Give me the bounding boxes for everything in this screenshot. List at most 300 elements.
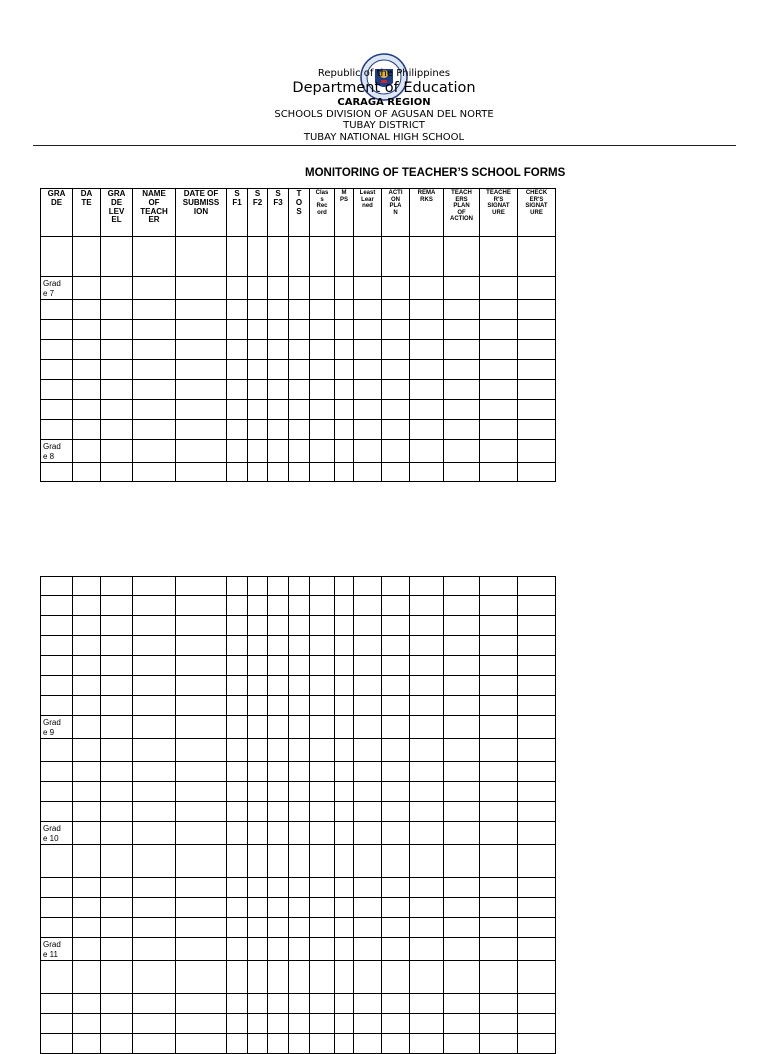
form-cell[interactable]	[518, 300, 556, 320]
form-cell[interactable]	[268, 400, 289, 420]
form-cell[interactable]	[410, 277, 444, 300]
form-cell[interactable]	[133, 577, 176, 596]
form-cell[interactable]	[101, 878, 133, 898]
form-cell[interactable]	[444, 676, 480, 696]
form-cell[interactable]	[268, 463, 289, 482]
form-cell[interactable]	[248, 380, 268, 400]
form-cell[interactable]	[101, 380, 133, 400]
form-cell[interactable]	[268, 898, 289, 918]
form-cell[interactable]	[310, 320, 335, 340]
form-cell[interactable]	[518, 440, 556, 463]
form-cell[interactable]	[354, 320, 382, 340]
form-cell[interactable]	[518, 636, 556, 656]
form-cell[interactable]	[101, 676, 133, 696]
form-cell[interactable]	[133, 822, 176, 845]
form-cell[interactable]	[335, 463, 354, 482]
form-cell[interactable]	[354, 380, 382, 400]
form-cell[interactable]	[480, 845, 518, 878]
form-cell[interactable]	[289, 802, 310, 822]
form-cell[interactable]	[354, 782, 382, 802]
form-cell[interactable]	[227, 237, 248, 277]
form-cell[interactable]	[289, 463, 310, 482]
form-cell[interactable]	[480, 739, 518, 762]
form-cell[interactable]	[133, 802, 176, 822]
form-cell[interactable]	[335, 822, 354, 845]
form-cell[interactable]	[480, 277, 518, 300]
grade-cell[interactable]	[41, 360, 73, 380]
form-cell[interactable]	[101, 802, 133, 822]
form-cell[interactable]	[518, 696, 556, 716]
form-cell[interactable]	[73, 420, 101, 440]
form-cell[interactable]	[518, 360, 556, 380]
form-cell[interactable]	[73, 961, 101, 994]
form-cell[interactable]	[354, 636, 382, 656]
form-cell[interactable]	[382, 782, 410, 802]
form-cell[interactable]	[176, 463, 227, 482]
form-cell[interactable]	[227, 636, 248, 656]
form-cell[interactable]	[101, 994, 133, 1014]
form-cell[interactable]	[133, 440, 176, 463]
form-cell[interactable]	[310, 1034, 335, 1054]
form-cell[interactable]	[133, 878, 176, 898]
form-cell[interactable]	[335, 636, 354, 656]
grade-cell[interactable]	[41, 898, 73, 918]
form-cell[interactable]	[354, 802, 382, 822]
form-cell[interactable]	[133, 961, 176, 994]
form-cell[interactable]	[444, 616, 480, 636]
form-cell[interactable]	[289, 782, 310, 802]
form-cell[interactable]	[73, 1034, 101, 1054]
form-cell[interactable]	[176, 782, 227, 802]
form-cell[interactable]	[248, 802, 268, 822]
form-cell[interactable]	[268, 696, 289, 716]
form-cell[interactable]	[335, 656, 354, 676]
grade-cell[interactable]	[41, 696, 73, 716]
form-cell[interactable]	[444, 696, 480, 716]
form-cell[interactable]	[133, 237, 176, 277]
form-cell[interactable]	[248, 277, 268, 300]
form-cell[interactable]	[518, 739, 556, 762]
form-cell[interactable]	[310, 782, 335, 802]
form-cell[interactable]	[480, 822, 518, 845]
form-cell[interactable]	[227, 420, 248, 440]
grade-cell[interactable]	[41, 676, 73, 696]
form-cell[interactable]	[227, 676, 248, 696]
form-cell[interactable]	[444, 878, 480, 898]
form-cell[interactable]	[410, 380, 444, 400]
form-cell[interactable]	[382, 739, 410, 762]
form-cell[interactable]	[354, 898, 382, 918]
form-cell[interactable]	[310, 360, 335, 380]
form-cell[interactable]	[518, 676, 556, 696]
form-cell[interactable]	[248, 636, 268, 656]
form-cell[interactable]	[335, 762, 354, 782]
grade-cell[interactable]	[41, 656, 73, 676]
form-cell[interactable]	[101, 845, 133, 878]
form-cell[interactable]	[248, 739, 268, 762]
form-cell[interactable]	[444, 802, 480, 822]
form-cell[interactable]	[227, 802, 248, 822]
form-cell[interactable]	[382, 616, 410, 636]
form-cell[interactable]	[410, 636, 444, 656]
form-cell[interactable]	[410, 656, 444, 676]
form-cell[interactable]	[289, 739, 310, 762]
form-cell[interactable]	[335, 420, 354, 440]
form-cell[interactable]	[354, 938, 382, 961]
form-cell[interactable]	[382, 577, 410, 596]
form-cell[interactable]	[268, 577, 289, 596]
form-cell[interactable]	[480, 596, 518, 616]
form-cell[interactable]	[480, 918, 518, 938]
form-cell[interactable]	[176, 898, 227, 918]
form-cell[interactable]	[310, 463, 335, 482]
form-cell[interactable]	[354, 739, 382, 762]
form-cell[interactable]	[73, 596, 101, 616]
form-cell[interactable]	[248, 1034, 268, 1054]
form-cell[interactable]	[310, 277, 335, 300]
form-cell[interactable]	[310, 898, 335, 918]
form-cell[interactable]	[133, 782, 176, 802]
form-cell[interactable]	[410, 739, 444, 762]
form-cell[interactable]	[176, 802, 227, 822]
form-cell[interactable]	[289, 994, 310, 1014]
form-cell[interactable]	[354, 596, 382, 616]
form-cell[interactable]	[310, 762, 335, 782]
form-cell[interactable]	[480, 400, 518, 420]
form-cell[interactable]	[518, 961, 556, 994]
form-cell[interactable]	[518, 802, 556, 822]
form-cell[interactable]	[101, 782, 133, 802]
form-cell[interactable]	[410, 822, 444, 845]
form-cell[interactable]	[410, 994, 444, 1014]
form-cell[interactable]	[227, 961, 248, 994]
form-cell[interactable]	[410, 300, 444, 320]
form-cell[interactable]	[444, 400, 480, 420]
form-cell[interactable]	[101, 360, 133, 380]
form-cell[interactable]	[73, 340, 101, 360]
form-cell[interactable]	[480, 802, 518, 822]
form-cell[interactable]	[444, 463, 480, 482]
form-cell[interactable]	[101, 898, 133, 918]
form-cell[interactable]	[227, 616, 248, 636]
form-cell[interactable]	[518, 237, 556, 277]
form-cell[interactable]	[354, 463, 382, 482]
form-cell[interactable]	[410, 676, 444, 696]
form-cell[interactable]	[410, 696, 444, 716]
form-cell[interactable]	[382, 918, 410, 938]
form-cell[interactable]	[382, 1034, 410, 1054]
form-cell[interactable]	[73, 696, 101, 716]
form-cell[interactable]	[410, 463, 444, 482]
form-cell[interactable]	[480, 300, 518, 320]
form-cell[interactable]	[410, 898, 444, 918]
form-cell[interactable]	[227, 762, 248, 782]
form-cell[interactable]	[310, 716, 335, 739]
form-cell[interactable]	[176, 1034, 227, 1054]
form-cell[interactable]	[480, 961, 518, 994]
form-cell[interactable]	[227, 898, 248, 918]
form-cell[interactable]	[410, 237, 444, 277]
form-cell[interactable]	[354, 918, 382, 938]
form-cell[interactable]	[382, 961, 410, 994]
form-cell[interactable]	[444, 340, 480, 360]
form-cell[interactable]	[354, 696, 382, 716]
form-cell[interactable]	[133, 716, 176, 739]
form-cell[interactable]	[248, 420, 268, 440]
form-cell[interactable]	[227, 739, 248, 762]
form-cell[interactable]	[289, 360, 310, 380]
grade-cell[interactable]	[41, 739, 73, 762]
form-cell[interactable]	[73, 938, 101, 961]
form-cell[interactable]	[268, 762, 289, 782]
form-cell[interactable]	[133, 300, 176, 320]
form-cell[interactable]	[176, 340, 227, 360]
form-cell[interactable]	[268, 961, 289, 994]
form-cell[interactable]	[518, 782, 556, 802]
form-cell[interactable]	[382, 822, 410, 845]
form-cell[interactable]	[335, 616, 354, 636]
form-cell[interactable]	[480, 938, 518, 961]
form-cell[interactable]	[289, 716, 310, 739]
grade-cell[interactable]	[41, 577, 73, 596]
form-cell[interactable]	[518, 577, 556, 596]
form-cell[interactable]	[73, 400, 101, 420]
form-cell[interactable]	[354, 845, 382, 878]
form-cell[interactable]	[480, 420, 518, 440]
form-cell[interactable]	[382, 656, 410, 676]
form-cell[interactable]	[73, 300, 101, 320]
form-cell[interactable]	[133, 596, 176, 616]
form-cell[interactable]	[73, 237, 101, 277]
form-cell[interactable]	[101, 762, 133, 782]
form-cell[interactable]	[268, 845, 289, 878]
form-cell[interactable]	[518, 878, 556, 898]
form-cell[interactable]	[335, 277, 354, 300]
form-cell[interactable]	[268, 739, 289, 762]
form-cell[interactable]	[382, 676, 410, 696]
form-cell[interactable]	[268, 360, 289, 380]
form-cell[interactable]	[354, 577, 382, 596]
form-cell[interactable]	[227, 716, 248, 739]
form-cell[interactable]	[444, 277, 480, 300]
form-cell[interactable]	[133, 739, 176, 762]
form-cell[interactable]	[268, 237, 289, 277]
form-cell[interactable]	[227, 380, 248, 400]
form-cell[interactable]	[310, 616, 335, 636]
form-cell[interactable]	[289, 577, 310, 596]
form-cell[interactable]	[101, 822, 133, 845]
form-cell[interactable]	[444, 380, 480, 400]
form-cell[interactable]	[73, 636, 101, 656]
form-cell[interactable]	[335, 782, 354, 802]
form-cell[interactable]	[289, 440, 310, 463]
form-cell[interactable]	[382, 898, 410, 918]
grade-cell[interactable]	[41, 380, 73, 400]
form-cell[interactable]	[310, 300, 335, 320]
form-cell[interactable]	[248, 878, 268, 898]
form-cell[interactable]	[227, 300, 248, 320]
form-cell[interactable]	[268, 878, 289, 898]
form-cell[interactable]	[176, 616, 227, 636]
grade-cell[interactable]	[41, 440, 73, 463]
form-cell[interactable]	[248, 961, 268, 994]
form-cell[interactable]	[354, 300, 382, 320]
form-cell[interactable]	[248, 596, 268, 616]
form-cell[interactable]	[354, 656, 382, 676]
form-cell[interactable]	[73, 676, 101, 696]
form-cell[interactable]	[133, 380, 176, 400]
form-cell[interactable]	[101, 237, 133, 277]
form-cell[interactable]	[480, 676, 518, 696]
form-cell[interactable]	[227, 400, 248, 420]
form-cell[interactable]	[73, 898, 101, 918]
form-cell[interactable]	[480, 878, 518, 898]
form-cell[interactable]	[335, 878, 354, 898]
form-cell[interactable]	[480, 463, 518, 482]
form-cell[interactable]	[101, 636, 133, 656]
form-cell[interactable]	[354, 400, 382, 420]
form-cell[interactable]	[335, 961, 354, 994]
form-cell[interactable]	[248, 845, 268, 878]
form-cell[interactable]	[133, 400, 176, 420]
form-cell[interactable]	[518, 277, 556, 300]
form-cell[interactable]	[176, 360, 227, 380]
form-cell[interactable]	[133, 277, 176, 300]
form-cell[interactable]	[480, 716, 518, 739]
form-cell[interactable]	[444, 237, 480, 277]
form-cell[interactable]	[133, 918, 176, 938]
form-cell[interactable]	[227, 596, 248, 616]
form-cell[interactable]	[410, 1034, 444, 1054]
form-cell[interactable]	[444, 636, 480, 656]
form-cell[interactable]	[518, 716, 556, 739]
grade-cell[interactable]	[41, 762, 73, 782]
form-cell[interactable]	[382, 463, 410, 482]
form-cell[interactable]	[310, 938, 335, 961]
form-cell[interactable]	[101, 277, 133, 300]
form-cell[interactable]	[133, 320, 176, 340]
form-cell[interactable]	[335, 845, 354, 878]
form-cell[interactable]	[268, 277, 289, 300]
form-cell[interactable]	[335, 300, 354, 320]
form-cell[interactable]	[227, 320, 248, 340]
form-cell[interactable]	[310, 878, 335, 898]
form-cell[interactable]	[444, 739, 480, 762]
form-cell[interactable]	[101, 739, 133, 762]
form-cell[interactable]	[444, 440, 480, 463]
form-cell[interactable]	[101, 300, 133, 320]
grade-cell[interactable]	[41, 237, 73, 277]
form-cell[interactable]	[518, 420, 556, 440]
form-cell[interactable]	[133, 616, 176, 636]
form-cell[interactable]	[176, 822, 227, 845]
form-cell[interactable]	[444, 320, 480, 340]
form-cell[interactable]	[382, 400, 410, 420]
grade-cell[interactable]	[41, 961, 73, 994]
form-cell[interactable]	[289, 277, 310, 300]
form-cell[interactable]	[176, 277, 227, 300]
form-cell[interactable]	[310, 237, 335, 277]
form-cell[interactable]	[480, 994, 518, 1014]
form-cell[interactable]	[176, 400, 227, 420]
form-cell[interactable]	[176, 420, 227, 440]
form-cell[interactable]	[289, 656, 310, 676]
form-cell[interactable]	[176, 938, 227, 961]
form-cell[interactable]	[176, 918, 227, 938]
form-cell[interactable]	[268, 440, 289, 463]
form-cell[interactable]	[310, 994, 335, 1014]
form-cell[interactable]	[410, 320, 444, 340]
form-cell[interactable]	[518, 596, 556, 616]
grade-cell[interactable]	[41, 636, 73, 656]
form-cell[interactable]	[133, 762, 176, 782]
form-cell[interactable]	[176, 320, 227, 340]
form-cell[interactable]	[248, 237, 268, 277]
form-cell[interactable]	[518, 656, 556, 676]
form-cell[interactable]	[444, 300, 480, 320]
form-cell[interactable]	[289, 676, 310, 696]
form-cell[interactable]	[382, 420, 410, 440]
form-cell[interactable]	[354, 420, 382, 440]
grade-cell[interactable]	[41, 878, 73, 898]
form-cell[interactable]	[480, 656, 518, 676]
form-cell[interactable]	[518, 938, 556, 961]
form-cell[interactable]	[101, 696, 133, 716]
form-cell[interactable]	[248, 782, 268, 802]
form-cell[interactable]	[444, 762, 480, 782]
form-cell[interactable]	[310, 696, 335, 716]
form-cell[interactable]	[310, 918, 335, 938]
form-cell[interactable]	[248, 918, 268, 938]
form-cell[interactable]	[73, 360, 101, 380]
form-cell[interactable]	[101, 577, 133, 596]
grade-cell[interactable]	[41, 822, 73, 845]
form-cell[interactable]	[444, 961, 480, 994]
form-cell[interactable]	[268, 596, 289, 616]
form-cell[interactable]	[176, 739, 227, 762]
grade-cell[interactable]	[41, 938, 73, 961]
form-cell[interactable]	[335, 400, 354, 420]
form-cell[interactable]	[310, 440, 335, 463]
form-cell[interactable]	[227, 938, 248, 961]
form-cell[interactable]	[310, 656, 335, 676]
form-cell[interactable]	[444, 938, 480, 961]
grade-cell[interactable]	[41, 400, 73, 420]
form-cell[interactable]	[176, 716, 227, 739]
form-cell[interactable]	[382, 845, 410, 878]
form-cell[interactable]	[73, 380, 101, 400]
form-cell[interactable]	[480, 616, 518, 636]
form-cell[interactable]	[444, 1034, 480, 1054]
form-cell[interactable]	[101, 616, 133, 636]
form-cell[interactable]	[518, 994, 556, 1014]
form-cell[interactable]	[101, 420, 133, 440]
form-cell[interactable]	[410, 782, 444, 802]
form-cell[interactable]	[227, 463, 248, 482]
form-cell[interactable]	[133, 636, 176, 656]
form-cell[interactable]	[289, 420, 310, 440]
form-cell[interactable]	[310, 739, 335, 762]
form-cell[interactable]	[176, 636, 227, 656]
form-cell[interactable]	[382, 802, 410, 822]
form-cell[interactable]	[480, 636, 518, 656]
grade-cell[interactable]	[41, 802, 73, 822]
form-cell[interactable]	[289, 918, 310, 938]
form-cell[interactable]	[268, 918, 289, 938]
form-cell[interactable]	[410, 340, 444, 360]
form-cell[interactable]	[335, 696, 354, 716]
form-cell[interactable]	[101, 340, 133, 360]
